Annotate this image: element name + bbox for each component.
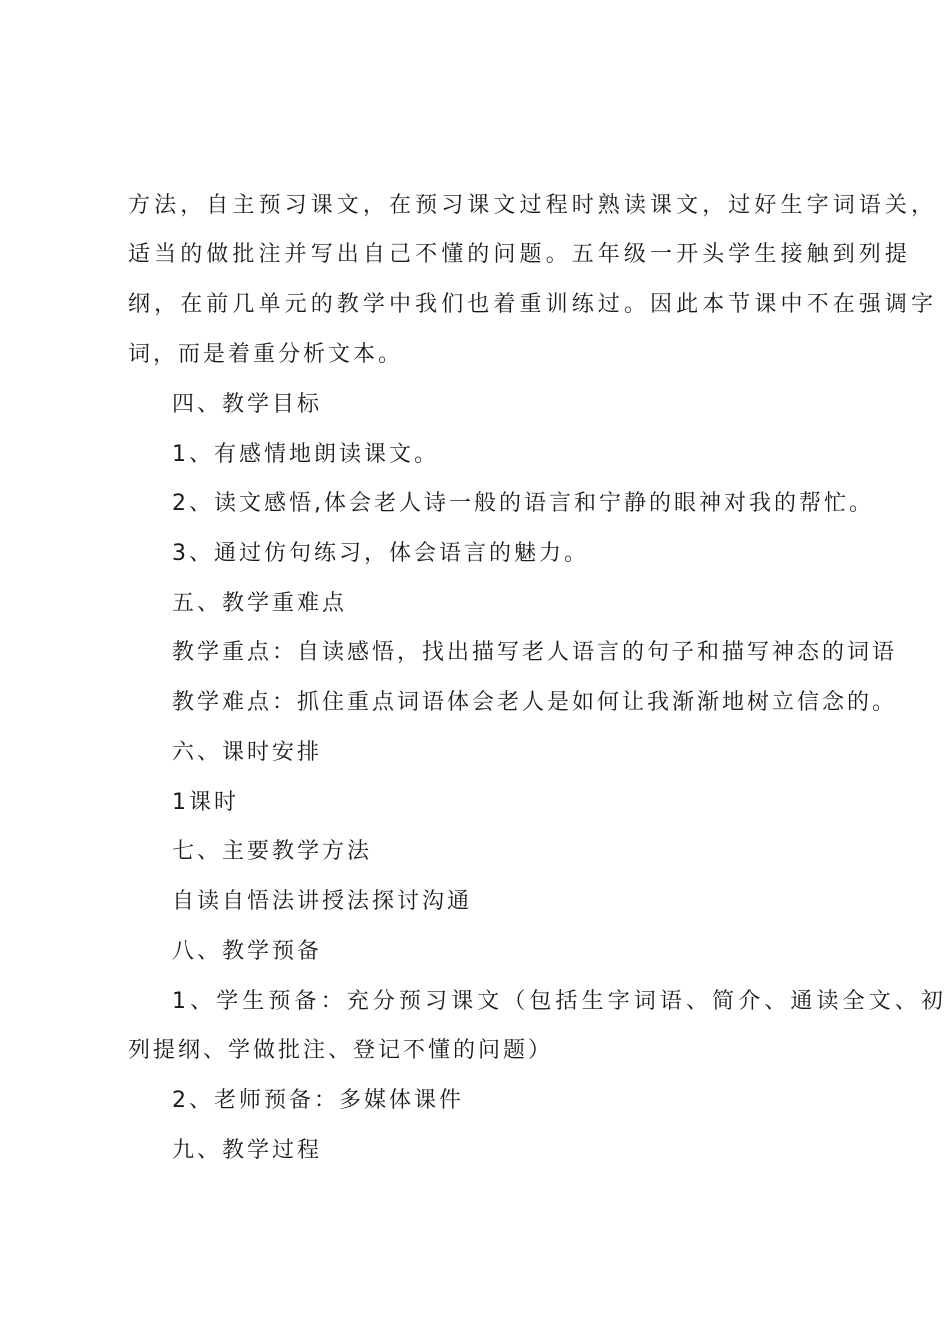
list-item: 3、通过仿句练习，体会语言的魅力。 [172, 541, 589, 566]
paragraph-line: 列提纲、学做批注、登记不懂的问题） [128, 1038, 554, 1063]
paragraph-line: 教学难点：抓住重点词语体会老人是如何让我渐渐地树立信念的。 [172, 690, 898, 715]
section-heading: 六、课时安排 [172, 740, 323, 765]
section-heading: 五、教学重难点 [172, 591, 348, 616]
list-item: 1、有感情地朗读课文。 [172, 442, 439, 467]
list-item: 2、老师预备：多媒体课件 [172, 1088, 464, 1113]
list-item: 1、学生预备：充分预习课文（包括生字词语、简介、通读全文、初 [172, 989, 947, 1014]
section-heading: 七、主要教学方法 [172, 839, 373, 864]
list-item: 2、读文感悟,体会老人诗一般的语言和宁静的眼神对我的帮忙。 [172, 491, 874, 516]
paragraph-line: 教学重点：自读感悟，找出描写老人语言的句子和描写神态的词语 [172, 640, 898, 665]
section-heading: 八、教学预备 [172, 939, 323, 964]
paragraph-line: 适当的做批注并写出自己不懂的问题。五年级一开头学生接触到列提 [128, 242, 912, 267]
paragraph-line: 自读自悟法讲授法探讨沟通 [172, 889, 473, 914]
paragraph-line: 方法，自主预习课文，在预习课文过程时熟读课文，过好生字词语关， [128, 193, 938, 218]
section-heading: 四、教学目标 [172, 392, 323, 417]
section-heading: 九、教学过程 [172, 1138, 323, 1163]
paragraph-line: 1课时 [172, 790, 239, 815]
paragraph-line: 纲，在前几单元的教学中我们也着重训练过。因此本节课中不在强调字 [128, 292, 938, 317]
paragraph-line: 词，而是着重分析文本。 [128, 342, 404, 367]
